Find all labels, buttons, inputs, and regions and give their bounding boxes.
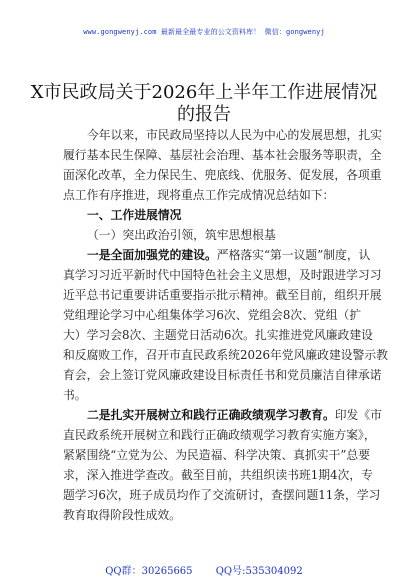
- paragraph-line: 近平总书记重要讲话重要指示批示精神。截至目前，组织开展: [63, 288, 382, 302]
- site-tagline: 最新最全最专业的公文资料库！: [160, 28, 261, 36]
- paragraph-line: [87, 405, 382, 425]
- subsection-heading: （一）突出政治引领，筑牢思想根基: [87, 228, 276, 242]
- qq-group-text: QQ群：30265665: [105, 566, 193, 577]
- paragraph-line: [87, 245, 370, 265]
- point-text: 严格落实“第一议题”制度，认: [216, 248, 371, 262]
- paragraph-line: 紧紧围绕“立党为公、为民造福、科学决策、真抓实干”总要: [63, 448, 370, 462]
- paragraph-line: 直民政系统开展树立和践行正确政绩观学习教育实施方案》，: [63, 428, 376, 442]
- section-heading: 一、工作进展情况: [87, 208, 182, 222]
- paragraph-line: 大）学习会8次、主题党日活动6次。扎实推进党风廉政建设: [63, 328, 373, 342]
- paragraph-line: 真学习习近平新时代中国特色社会主义思想，及时跟进学习习: [63, 268, 382, 282]
- site-header-banner: [0, 27, 408, 37]
- point-lead: 二是扎实开展树立和践行正确政绩观学习教育。: [87, 408, 335, 422]
- paragraph-line: 求，深入推进学查改。截至目前，共组织读书班1期4次，专: [63, 468, 373, 482]
- wechat-id: 微信：gongwenyj: [264, 28, 325, 36]
- point-text: 印发《市: [334, 408, 382, 422]
- document-title-line-2: 的报告: [177, 104, 231, 125]
- paragraph-line: 和反腐败工作，召开市直民政系统2026年党风廉政建设警示教: [63, 348, 388, 362]
- site-url-link[interactable]: www.gongwenyj.com: [83, 28, 157, 36]
- paragraph-line: 点工作有序推进，现将重点工作完成情况总结如下：: [63, 188, 335, 202]
- paragraph-line: 题学习6次，班子成员均作了交流研讨，查摆问题11条，学习: [63, 488, 381, 502]
- paragraph-line: 教育取得阶段性成效。: [63, 508, 181, 522]
- paragraph-line: 履行基本民生保障、基层社会治理、基本社会服务等职责，全: [63, 148, 382, 162]
- contact-footer: [0, 562, 408, 577]
- document-title-line-1: X市民政局关于2026年上半年工作进展情况: [30, 82, 378, 103]
- paragraph-line: 面深化改革，全力保民生、兜底线、优服务、促发展，各项重: [63, 168, 382, 182]
- paragraph-line: 党组理论学习中心组集体学习6次、党组会8次、党组（扩: [63, 308, 362, 322]
- paragraph-line: 书。: [63, 388, 87, 402]
- point-lead: 一是全面加强党的建设。: [87, 248, 217, 262]
- paragraph-line: 今年以来，市民政局坚持以人民为中心的发展思想，扎实: [87, 128, 382, 142]
- paragraph-line: 育会，会上签订党风廉政建设目标责任书和党员廉洁自律承诺: [63, 368, 382, 382]
- qq-number-text: QQ号:535304092: [215, 566, 303, 577]
